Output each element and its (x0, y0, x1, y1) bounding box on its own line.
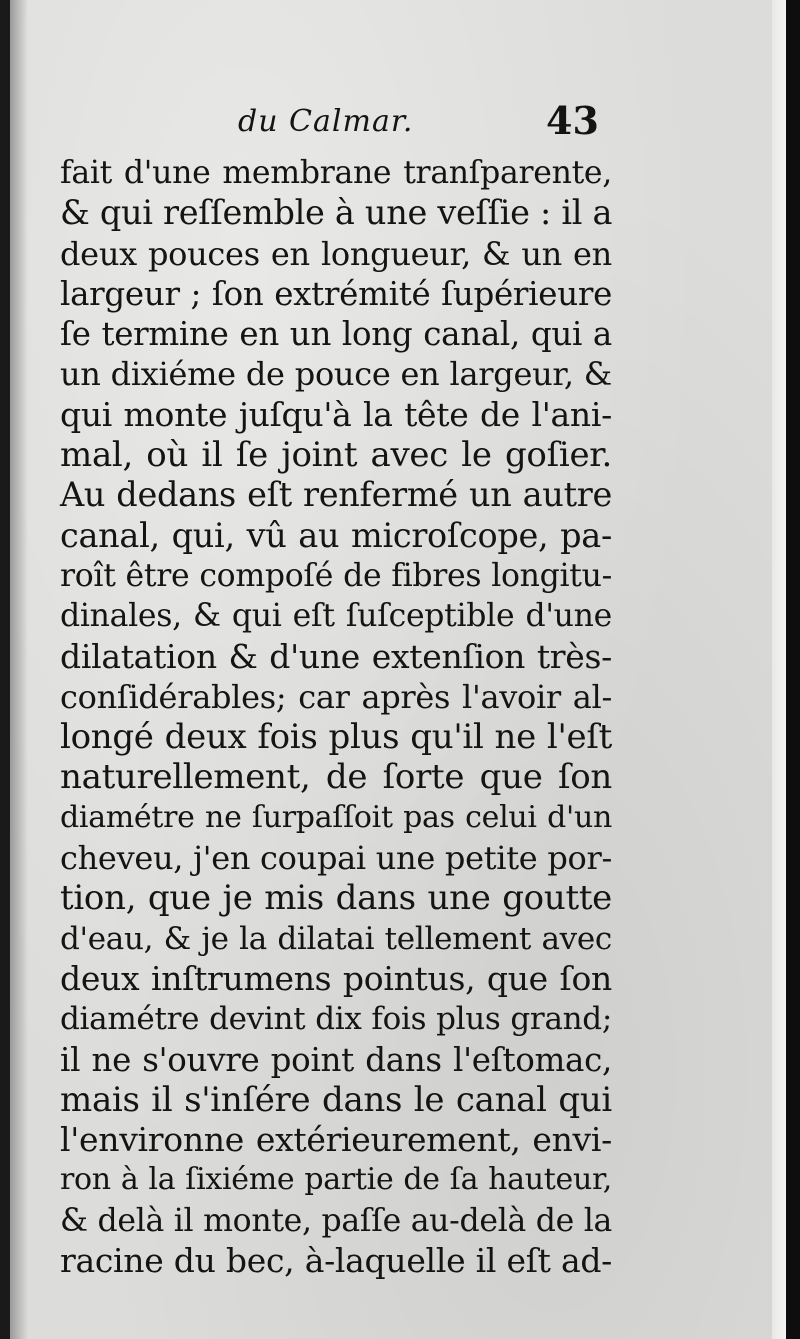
page-number: 43 (546, 98, 599, 143)
text-line: racine du bec, à-laquelle il eſt ad- (60, 1241, 612, 1281)
body-text (60, 153, 612, 1281)
text-line: mal, où il ſe joint avec le goſier. (60, 435, 612, 476)
text-line: mais il s'inſére dans le canal qui (60, 1079, 612, 1120)
text-line: qui monte juſqu'à la tête de l'ani- (60, 394, 612, 434)
text-line: diamétre devint dix fois plus grand; (60, 1001, 612, 1038)
running-head (0, 98, 800, 148)
text-line: cheveu, j'en coupai une petite por- (60, 839, 612, 878)
running-head-title: du Calmar. (238, 104, 414, 139)
text-line: tion, que je mis dans une goutte (60, 878, 612, 919)
text-line: naturellement, de ſorte que ſon (60, 757, 612, 798)
text-line: conſidérables; car après l'avoir al- (60, 677, 612, 716)
text-line: canal, qui, vû au microſcope, pa- (60, 515, 612, 555)
text-line: un dixiéme de pouce en largeur, & (60, 355, 612, 394)
text-line: dinales, & qui eſt ſuſceptible d'une (60, 598, 612, 635)
text-line: largeur ; ſon extrémité ſupérieure (60, 274, 612, 313)
page-edge (772, 0, 786, 1339)
text-line: & delà il monte, paſſe au-delà de la (60, 1202, 612, 1239)
gutter-shadow (10, 0, 28, 1339)
text-line: Au dedans eſt renfermé un autre (60, 475, 612, 515)
text-line: diamétre ne ſurpaſſoit pas celui d'un (60, 799, 612, 835)
text-line: il ne s'ouvre point dans l'eſtomac, (60, 1040, 612, 1079)
text-line: deux inſtrumens pointus, que ſon (60, 958, 612, 998)
text-line: deux pouces en longueur, & un en (60, 234, 612, 273)
text-line: d'eau, & je la dilatai tellement avec (60, 920, 612, 957)
text-line: longé deux fois plus qu'il ne l'eſt (60, 717, 612, 758)
text-line: ſe termine en un long canal, qui a (60, 315, 612, 354)
text-line: l'environne extérieurement, envi- (60, 1120, 612, 1160)
text-line: roît être compoſé de fibres longitu- (60, 557, 612, 594)
text-line: ron à la ſixiéme partie de ſa hauteur, (60, 1162, 612, 1198)
text-line: fait d'une membrane tranſparente, (60, 155, 612, 191)
text-line: & qui reſſemble à une veſſie : il a (60, 193, 613, 233)
scan-border (786, 0, 800, 1339)
text-line: dilatation & d'une extenſion très- (60, 636, 612, 676)
